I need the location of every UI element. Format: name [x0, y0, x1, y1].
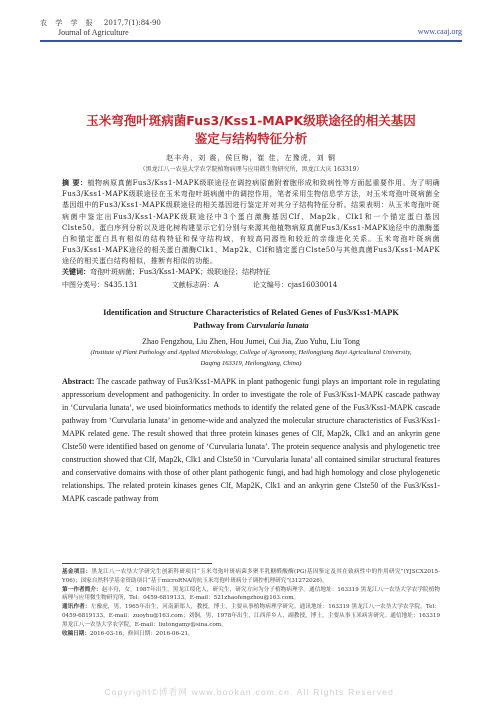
affiliation-cn: （黑龙江八一农垦大学农学院植物病理与应用微生物研究所，黑龙江大庆 163319）: [139, 166, 363, 173]
footnote-dates: [62, 630, 440, 639]
classification-row: [62, 280, 440, 290]
title-cn-text: 玉米弯孢叶斑病菌Fus3/Kss1-MAPK级联途径的相关基因鉴定与结构特征分析: [86, 113, 416, 146]
journal-name-cn: 农 学 学 报: [40, 19, 96, 27]
copyright-watermark: Copyright©博看网 www.bookan.com.cn. All Rights Reserved.: [104, 687, 398, 697]
issue-info: 2017,7(1):84-90: [103, 19, 161, 27]
authors-cn: 赵丰舟，刘 震，侯巨梅，崔 佳，左豫虎，刘 铜: [166, 154, 336, 162]
title-en-main: Identification and Structure Characteristics of Related Genes of Fus3/Kss1-MAPK Pathway from: [103, 308, 399, 330]
journal-name-en: Journal of Agriculture: [58, 28, 129, 37]
running-header: [40, 18, 161, 38]
header-divider: [40, 40, 462, 42]
abstract-cn: [62, 178, 440, 268]
title-en-text: [101, 306, 401, 332]
footnote-fund: [62, 568, 440, 586]
affiliation-en-text: (Institute of Plant Pathology and Applied Microbiology, College of Agronomy, Heilongjiang Bayi Agricultural University, Daqing 163319, Heilongjiang, China): [90, 349, 412, 367]
fund-label: 基金项目：: [62, 569, 92, 575]
fund-text: 黑龙江八一农垦大学研究生创新科研项目“玉米弯孢叶斑病菌多聚半乳糖醛酸酶(PG)基因鉴定及其在致病性中的作用研究”(YJSCX2015-Y06)；国家自然科学基金资助项目“基于microRNA的抗玉米弯孢叶斑病分子调控机理研究”(31272026)。: [62, 569, 440, 584]
dates-label: 收稿日期：: [62, 630, 90, 637]
article-number: 论文编号：cjas16030014: [252, 281, 338, 289]
journal-url[interactable]: www.caaj.org: [417, 27, 462, 36]
keywords-cn: [62, 267, 440, 278]
first-author-text: 赵丰舟，女，1987年出生，黑龙江绥化人，研究生，研究方向为分子植物病理学。通信地址：163319 黑龙江八一农垦大学农学院植物病理与应用微生物研究所，Tel：0459-6819133，E-mail：521zhaofengzhou@163.com。: [62, 586, 440, 602]
abstract-cn-text: 植物病原真菌Fus3/Kss1-MAPK级联途径在调控病原菌附着胞形成和致病性等方面起重要作用。为了明确Fus3/Kss1-MAPK级联途径在玉米弯孢叶斑病菌中的调控作用，笔者采用生物信息学方法，对玉米弯孢叶斑病菌全基因组中的Fus3/Kss1-MAPK级联途径的相关基因进行鉴定并对其分子结构特征分析。结果表明：从玉米弯孢叶斑病菌中鉴定出Fus3/Kss1-MAPK级联途径中3个蛋白激酶基因Clf、Map2k、Clk1和一个锚定蛋白基因Clste50。蛋白序列分析以及进化树构建显示它们分别与来源其他植物病原真菌Fus3/Kss1-MAPK途径中的激酶蛋白和锚定蛋白具有相似的结构特征和保守结构域，有较高同源性和较近的亲缘进化关系。玉米弯孢叶斑病菌Fus3/Kss1-MAPK途径的相关蛋白激酶Clk1、Map2k、Clf和锚定蛋白Clste50与其他真菌Fus3/Kss1-MAPK途径的相关蛋白结构相似，推断有相似的功能。: [62, 179, 440, 266]
footnote-divider: [62, 563, 212, 564]
title-cn: [0, 112, 502, 148]
title-en: [0, 306, 502, 332]
footnote-corresponding: [62, 603, 440, 629]
corresponding-text: 左豫虎，男，1965年出生，河南新郑人，教授，博士，主要从事植物病理学研究。通讯地址：163319 黑龙江八一农垦大学农学院，Tel：0459-6819133，E-mail：zuoyhu@163.com；刘铜，男，1978年出生，江西萍乡人，副教授，博士，主要从事玉米病害研究。通信地址：163319 黑龙江八一农垦大学农学院，E-mail：liutongamy@sina.com。: [62, 604, 440, 628]
footnotes: [62, 568, 440, 638]
footnote-first-author: [62, 586, 440, 604]
abstract-en: [62, 375, 440, 505]
document-code: 文献标志码：A: [171, 281, 219, 289]
title-en-species: Curvularia lunata: [246, 321, 309, 330]
keywords-cn-text: 弯孢叶斑病菌；Fus3/Kss1-MAPK；级联途径；结构特征: [90, 268, 271, 276]
abstract-en-label: Abstract:: [62, 377, 95, 386]
keywords-cn-label: 关键词：: [62, 268, 90, 276]
first-author-label: 第一作者简介：: [62, 586, 102, 593]
abstract-cn-label: 摘 要：: [62, 179, 88, 187]
abstract-en-text: The cascade pathway of Fus3/Kss1-MAPK in plant pathogenic fungi plays an important role in regulating appressorium development and pathogenicity. In order to investigate the role of Fus3/Kss1-MAPK cascade pathway in ‘Curvularia lunata’, we used bioinformatics methods to identify the related gene of the Fus3/Kss1-MAPK cascade pathway from ‘Curvularia lunata’ in genome-wide and analyzed the molecular structure characteristics of Fus3/Kss1-MAPK related gene. The result showed that three protein kinases genes of Clf, Map2k, Clk1 and an ankyrin gene Clste50 were identified based on genome of ‘Curvularia lunata’. The protein sequence analysis and phylogenetic tree construction showed that Clf, Map2k, Clk1 and Clste50 in ‘Curvularia lunata’ all contained similar structural features and conservative domains with those of other plant pathogenic fungi, and had high homology and close phylogenetic relationships. The related protein kinases genes Clf, Map2K, Clk1 and an ankyrin gene Clste50 of the Fus3/Kss1-MAPK cascade pathway from: [62, 377, 440, 503]
affiliation-en: [0, 348, 502, 369]
clc-number: 中图分类号：S435.131: [62, 281, 138, 289]
dates-text: 2016-03-16，修回日期：2016-06-21。: [89, 630, 194, 637]
authors-en: Zhao Fengzhou, Liu Zhen, Hou Jumei, Cui Jia, Zuo Yuhu, Liu Tong: [142, 337, 360, 346]
corresponding-label: 通讯作者：: [62, 604, 91, 611]
